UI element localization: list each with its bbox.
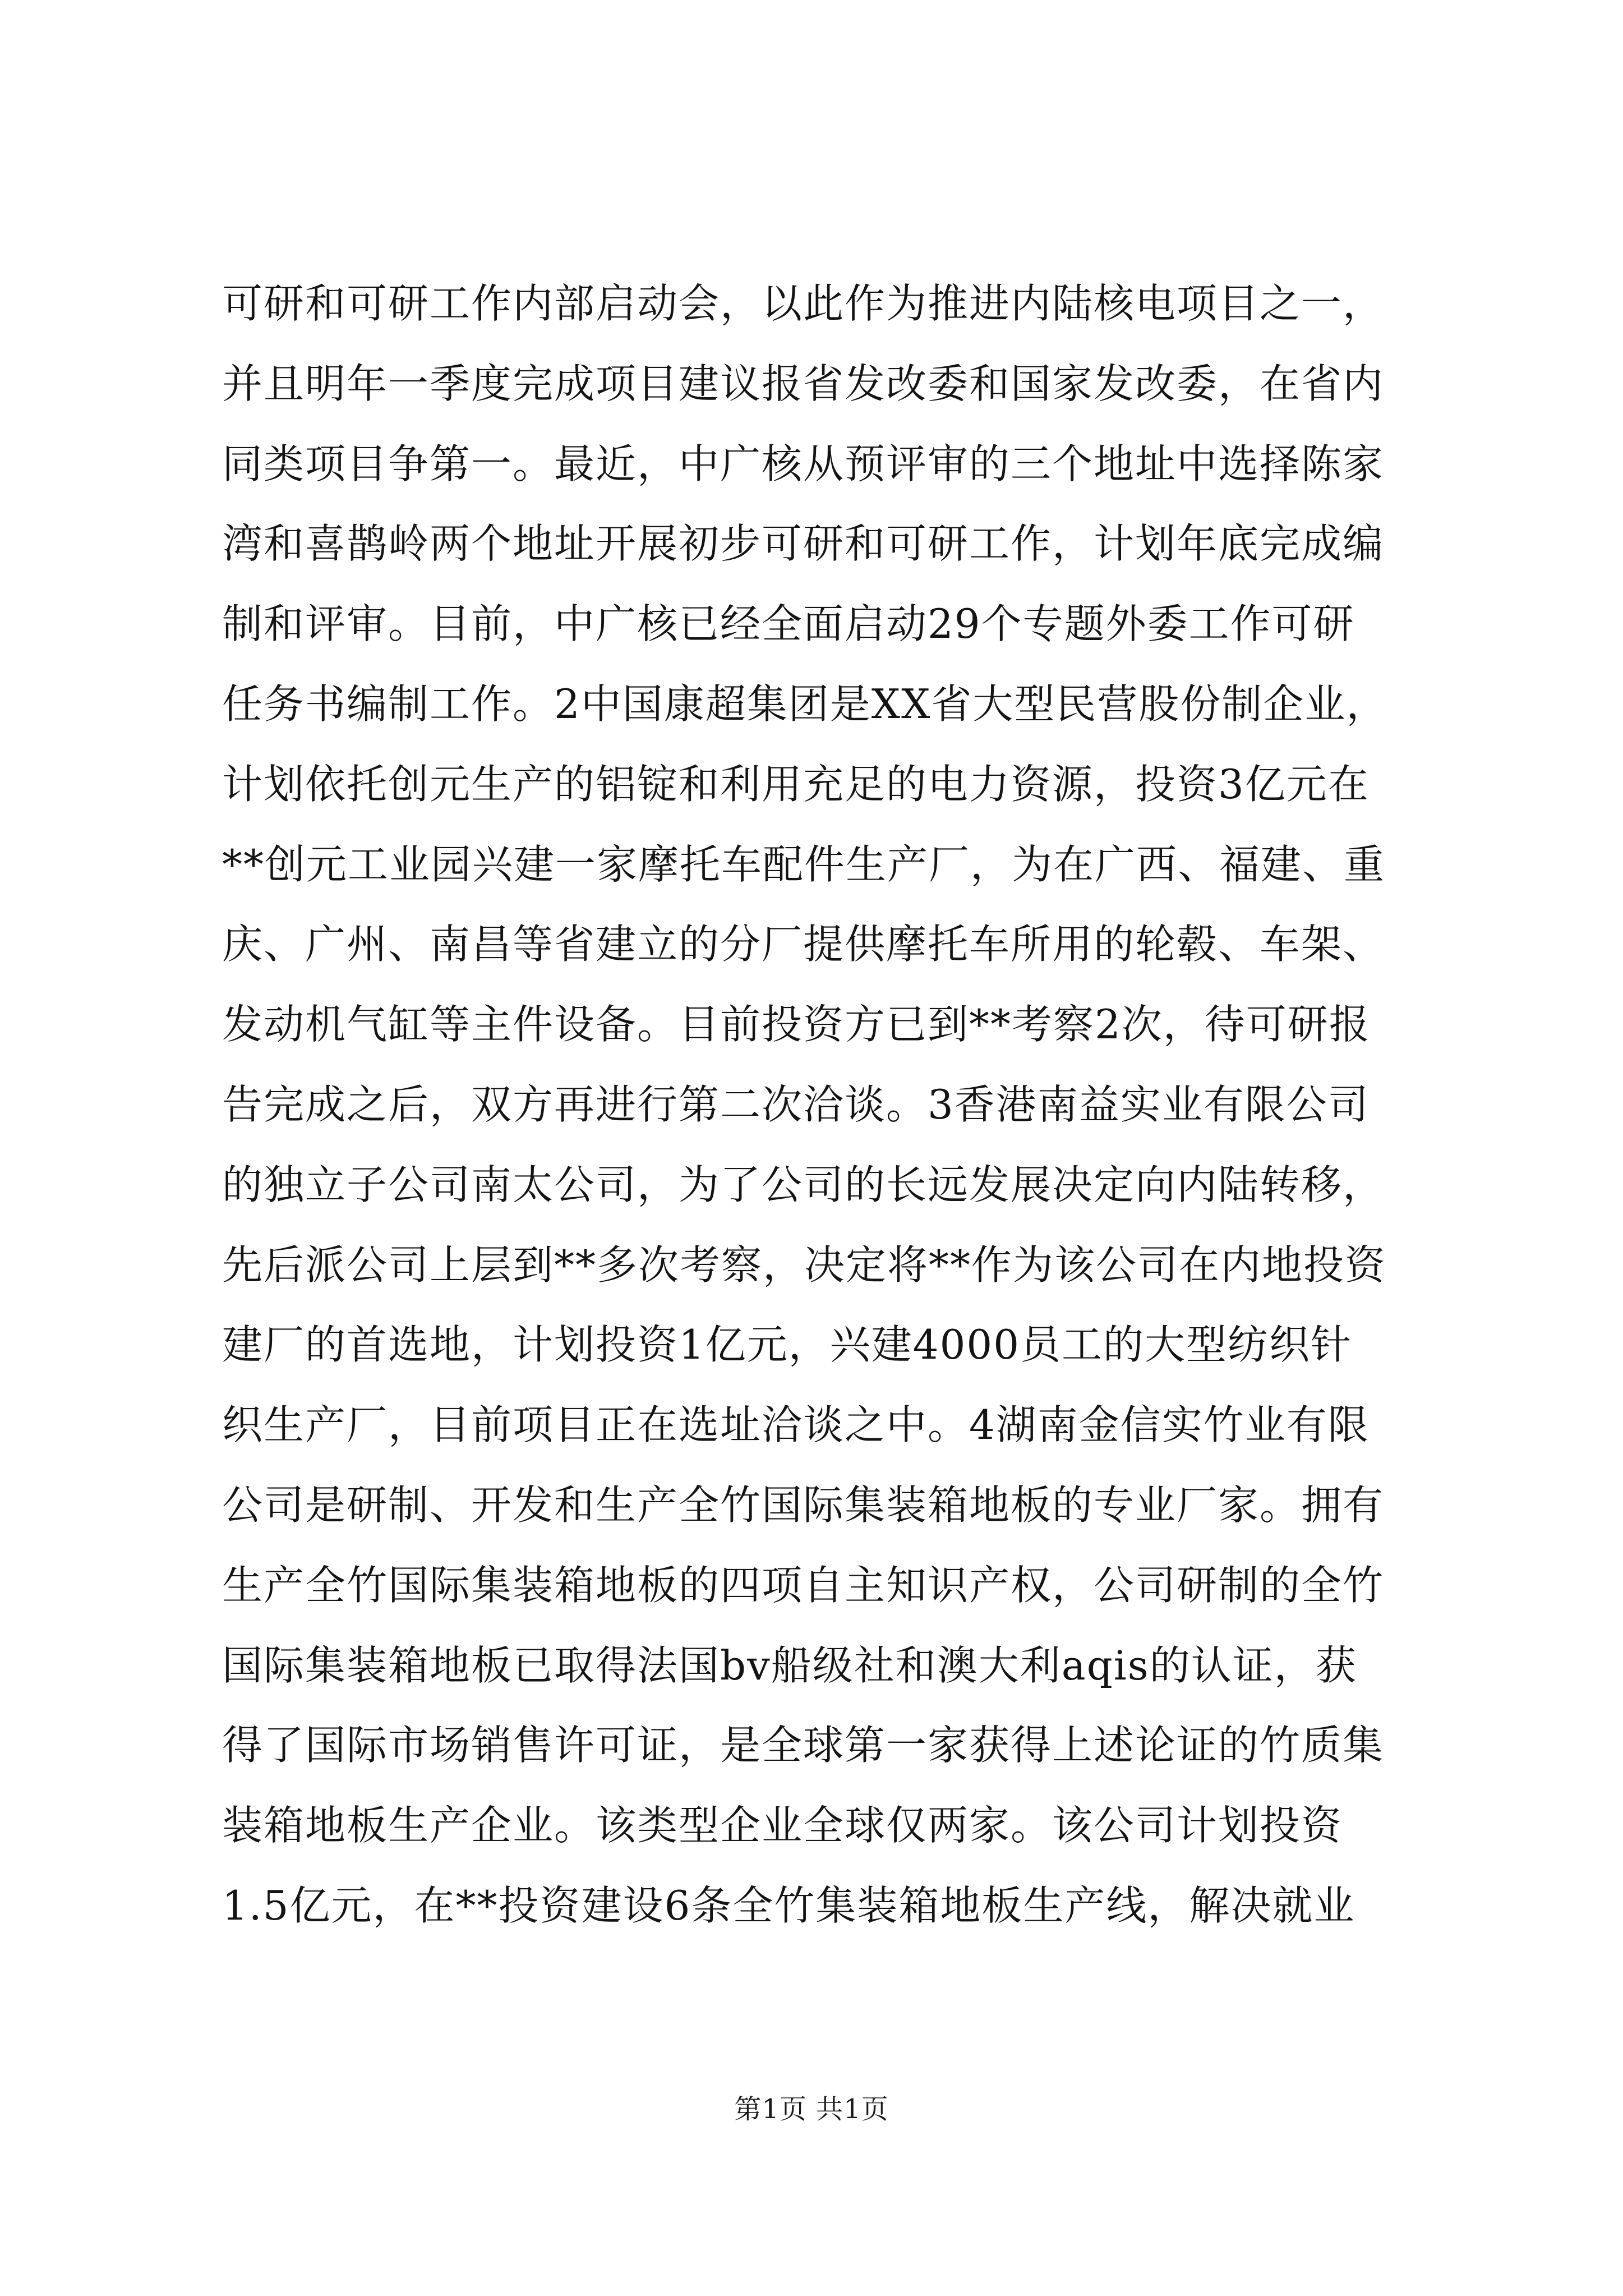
page-number-label: 第1页 共1页 xyxy=(734,2093,889,2125)
text-line: 装箱地板生产企业。该类型企业全球仅两家。该公司计划投资 xyxy=(222,1802,1343,1849)
text-line: 可研和可研工作内部启动会，以此作为推进内陆核电项目之一， xyxy=(222,280,1385,327)
text-line: 同类项目争第一。最近，中广核从预评审的三个地址中选择陈家 xyxy=(222,440,1385,487)
text-line: 湾和喜鹊岭两个地址开展初步可研和可研工作，计划年底完成编 xyxy=(222,520,1385,568)
text-line: 织生产厂，目前项目正在选址洽谈之中。4湖南金信实竹业有限 xyxy=(222,1401,1370,1449)
body-paragraph xyxy=(222,264,1422,1946)
text-line: 制和评审。目前，中广核已经全面启动29个专题外委工作可研 xyxy=(222,600,1355,648)
text-line: 先后派公司上层到**多次考察，决定将**作为该公司在内地投资 xyxy=(222,1241,1387,1289)
text-line: 告完成之后，双方再进行第二次洽谈。3香港南益实业有限公司 xyxy=(222,1080,1370,1128)
text-line: 国际集装箱地板已取得法国bv船级社和澳大利aqis的认证，获 xyxy=(222,1641,1357,1689)
text-line: 的独立子公司南太公司，为了公司的长远发展决定向内陆转移， xyxy=(222,1161,1385,1208)
page-footer xyxy=(0,2092,1623,2126)
text-line: **创元工业园兴建一家摩托车配件生产厂，为在广西、福建、重 xyxy=(222,840,1386,888)
text-line: 计划依托创元生产的铝锭和利用充足的电力资源，投资3亿元在 xyxy=(222,760,1370,808)
text-line: 庆、广州、南昌等省建立的分厂提供摩托车所用的轮毂、车架、 xyxy=(222,921,1385,968)
text-line: 并且明年一季度完成项目建议报省发改委和国家发改委，在省内 xyxy=(222,360,1385,407)
text-line: 公司是研制、开发和生产全竹国际集装箱地板的专业厂家。拥有 xyxy=(222,1481,1385,1529)
text-line: 发动机气缸等主件设备。目前投资方已到**考察2次，待可研报 xyxy=(222,1001,1371,1048)
text-line: 得了国际市场销售许可证，是全球第一家获得上述论证的竹质集 xyxy=(222,1722,1385,1769)
text-line: 任务书编制工作。2中国康超集团是XX省大型民营股份制企业， xyxy=(222,680,1388,728)
text-line: 生产全竹国际集装箱地板的四项自主知识产权，公司研制的全竹 xyxy=(222,1561,1385,1609)
text-line: 建厂的首选地，计划投资1亿元，兴建4000员工的大型纺织针 xyxy=(222,1321,1353,1369)
text-line: 1.5亿元，在**投资建设6条全竹集装箱地板生产线，解决就业 xyxy=(222,1881,1355,1929)
